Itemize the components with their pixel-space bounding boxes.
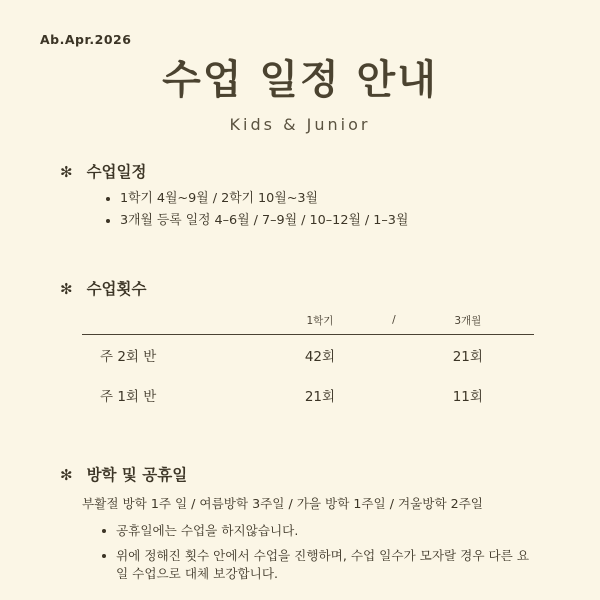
table-header-semester: 1학기 (306, 314, 334, 327)
star-icon: ✻ (60, 279, 73, 298)
class-count-table (82, 309, 534, 415)
section-holidays-note: 부활절 방학 1주 일 / 여름방학 3주일 / 가을 방학 1주일 / 겨울방학 2주일 (82, 495, 483, 511)
table-header-row (82, 309, 534, 334)
table-cell-label: 주 2회 반 (100, 348, 157, 365)
list-item: 3개월 등록 일정 4–6월 / 7–9월 / 10–12월 / 1–3월 (120, 210, 540, 232)
table-row (82, 375, 534, 415)
section-schedule-list (60, 188, 540, 233)
section-schedule (0, 160, 600, 233)
table-header-blank (82, 309, 254, 334)
section-class-count-title: 수업횟수 (86, 279, 147, 298)
table-header-threemonth: 3개월 (454, 314, 482, 327)
page-subtitle: Kids & Junior (229, 115, 371, 134)
table-cell-semester: 21회 (304, 388, 336, 405)
table-cell-label: 주 1회 반 (100, 388, 157, 405)
table-cell-gap (386, 335, 402, 375)
section-holidays-head (60, 463, 540, 485)
star-icon: ✻ (60, 163, 73, 181)
section-class-count (0, 277, 600, 415)
class-count-table-wrap (82, 309, 534, 415)
section-holidays (0, 463, 600, 584)
table-cell-threemonth: 21회 (452, 348, 483, 365)
section-holidays-list (60, 522, 540, 584)
page-title: 수업 일정 안내 (162, 57, 438, 103)
date-stamp: Ab.Apr.2026 (40, 32, 132, 47)
section-class-count-head (60, 277, 540, 299)
table-cell-semester: 42회 (304, 348, 336, 365)
section-holidays-title: 방학 및 공휴일 (86, 465, 188, 484)
table-cell-gap (386, 375, 402, 415)
section-schedule-head (60, 160, 540, 182)
list-item: 위에 정해진 횟수 안에서 수업을 진행하며, 수업 일수가 모자랄 경우 다른 요일 수업으로 대체 보강합니다. (116, 547, 540, 584)
star-icon: ✻ (60, 465, 73, 484)
list-item: 공휴일에는 수업을 하지않습니다. (116, 522, 540, 540)
table-row (82, 335, 534, 375)
table-cell-threemonth: 11회 (452, 388, 483, 405)
table-header-separator: / (392, 314, 396, 327)
list-item: 1학기 4월~9월 / 2학기 10월~3월 (120, 188, 540, 210)
section-schedule-title: 수업일정 (86, 163, 147, 181)
